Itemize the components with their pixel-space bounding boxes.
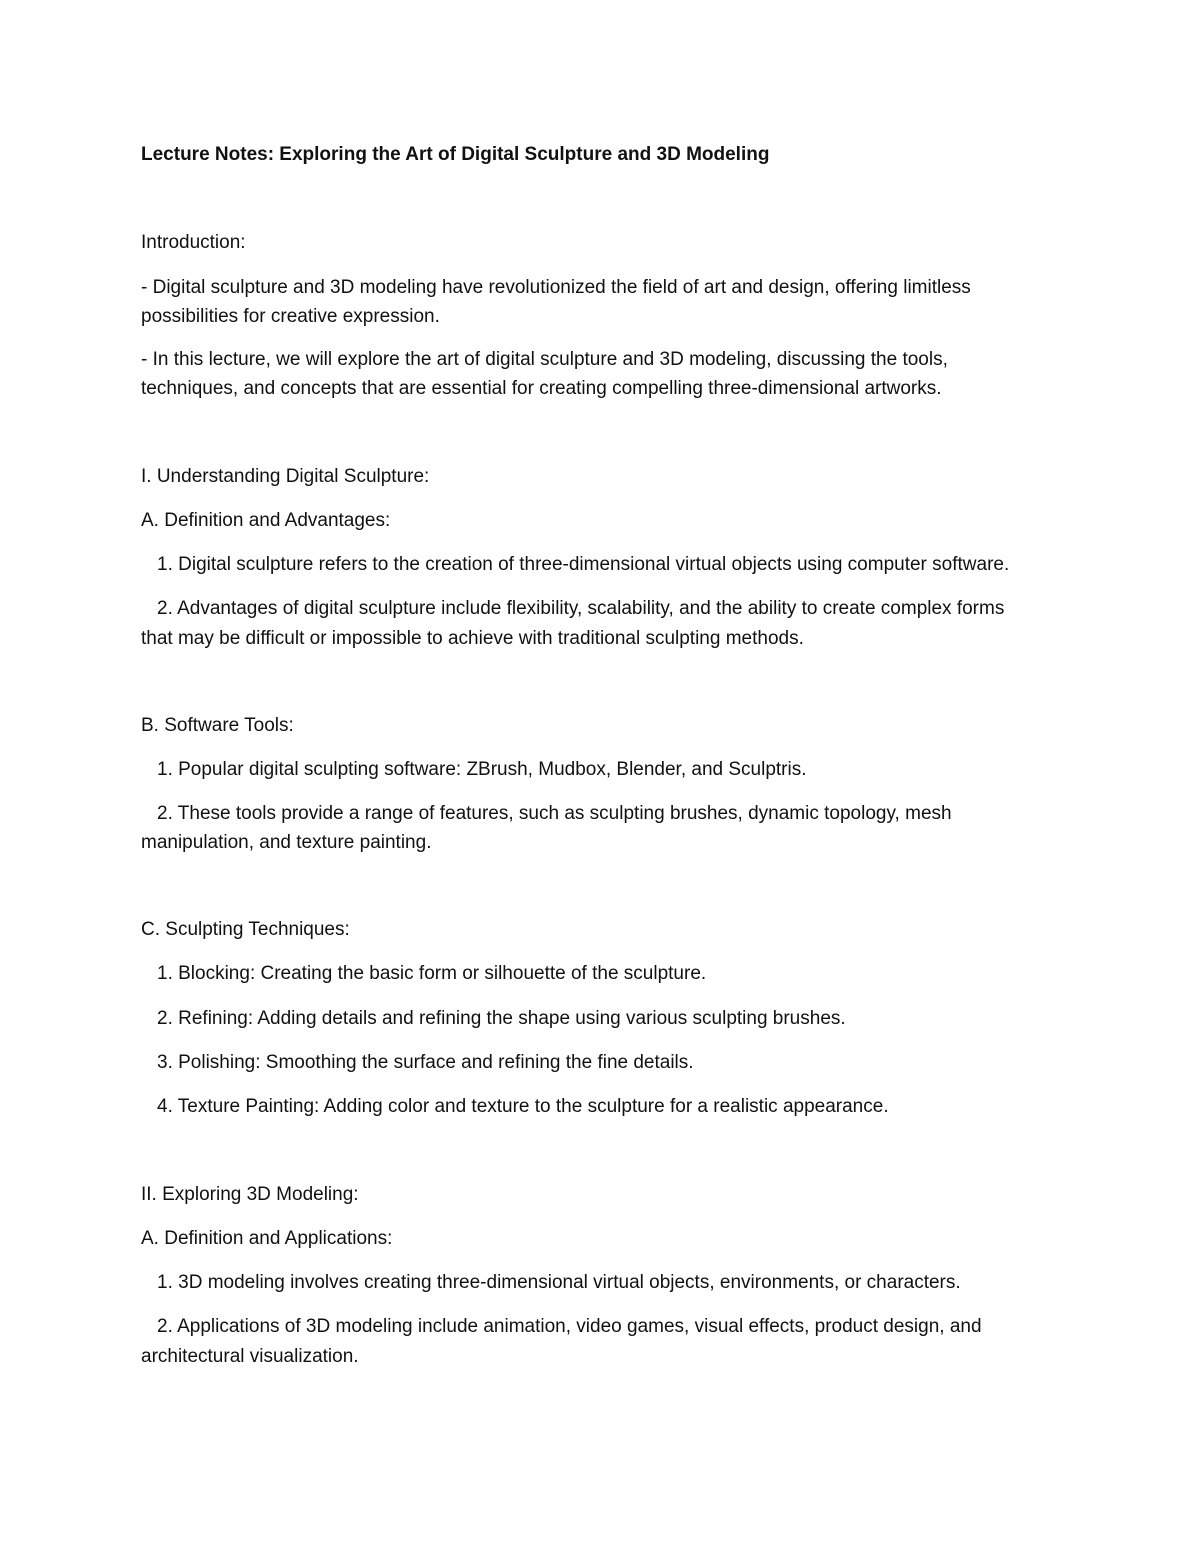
section-2a-item-2-line-1: 2. Applications of 3D modeling include animation, video games, visual effects, product design, and [157,1316,982,1337]
section-1c-item-3: 3. Polishing: Smoothing the surface and refining the fine details. [157,1052,694,1073]
intro-bullet-2-line-2: techniques, and concepts that are essential for creating compelling three-dimensional artworks. [141,378,942,399]
section-1b-item-2-line-2: manipulation, and texture painting. [141,832,432,853]
section-2a-item-2-line-2: architectural visualization. [141,1346,359,1367]
intro-bullet-1-line-2: possibilities for creative expression. [141,306,440,327]
section-1a-item-2-line-2: that may be difficult or impossible to achieve with traditional sculpting methods. [141,628,804,649]
introduction-heading: Introduction: [141,232,246,253]
intro-bullet-1-line-1: - Digital sculpture and 3D modeling have revolutionized the field of art and design, offering limitless [141,277,971,298]
section-2a-heading: A. Definition and Applications: [141,1228,393,1249]
section-1c-item-4: 4. Texture Painting: Adding color and texture to the sculpture for a realistic appearance. [157,1096,889,1117]
section-1a-item-1: 1. Digital sculpture refers to the creation of three-dimensional virtual objects using computer software. [157,554,1010,575]
section-1b-item-2-line-1: 2. These tools provide a range of features, such as sculpting brushes, dynamic topology, mesh [157,803,952,824]
section-1b-heading: B. Software Tools: [141,715,294,736]
section-1c-item-2: 2. Refining: Adding details and refining the shape using various sculpting brushes. [157,1008,846,1029]
section-1c-item-1: 1. Blocking: Creating the basic form or silhouette of the sculpture. [157,963,707,984]
section-1-heading: I. Understanding Digital Sculpture: [141,466,430,487]
section-2-heading: II. Exploring 3D Modeling: [141,1184,359,1205]
document-title: Lecture Notes: Exploring the Art of Digital Sculpture and 3D Modeling [141,144,770,165]
section-1a-item-2-line-1: 2. Advantages of digital sculpture include flexibility, scalability, and the ability to create complex forms [157,598,1005,619]
section-1c-heading: C. Sculpting Techniques: [141,919,350,940]
section-2a-item-1: 1. 3D modeling involves creating three-dimensional virtual objects, environments, or characters. [157,1272,961,1293]
section-1b-item-1: 1. Popular digital sculpting software: ZBrush, Mudbox, Blender, and Sculptris. [157,759,807,780]
intro-bullet-2-line-1: - In this lecture, we will explore the art of digital sculpture and 3D modeling, discussing the tools, [141,349,948,370]
section-1a-heading: A. Definition and Advantages: [141,510,391,531]
